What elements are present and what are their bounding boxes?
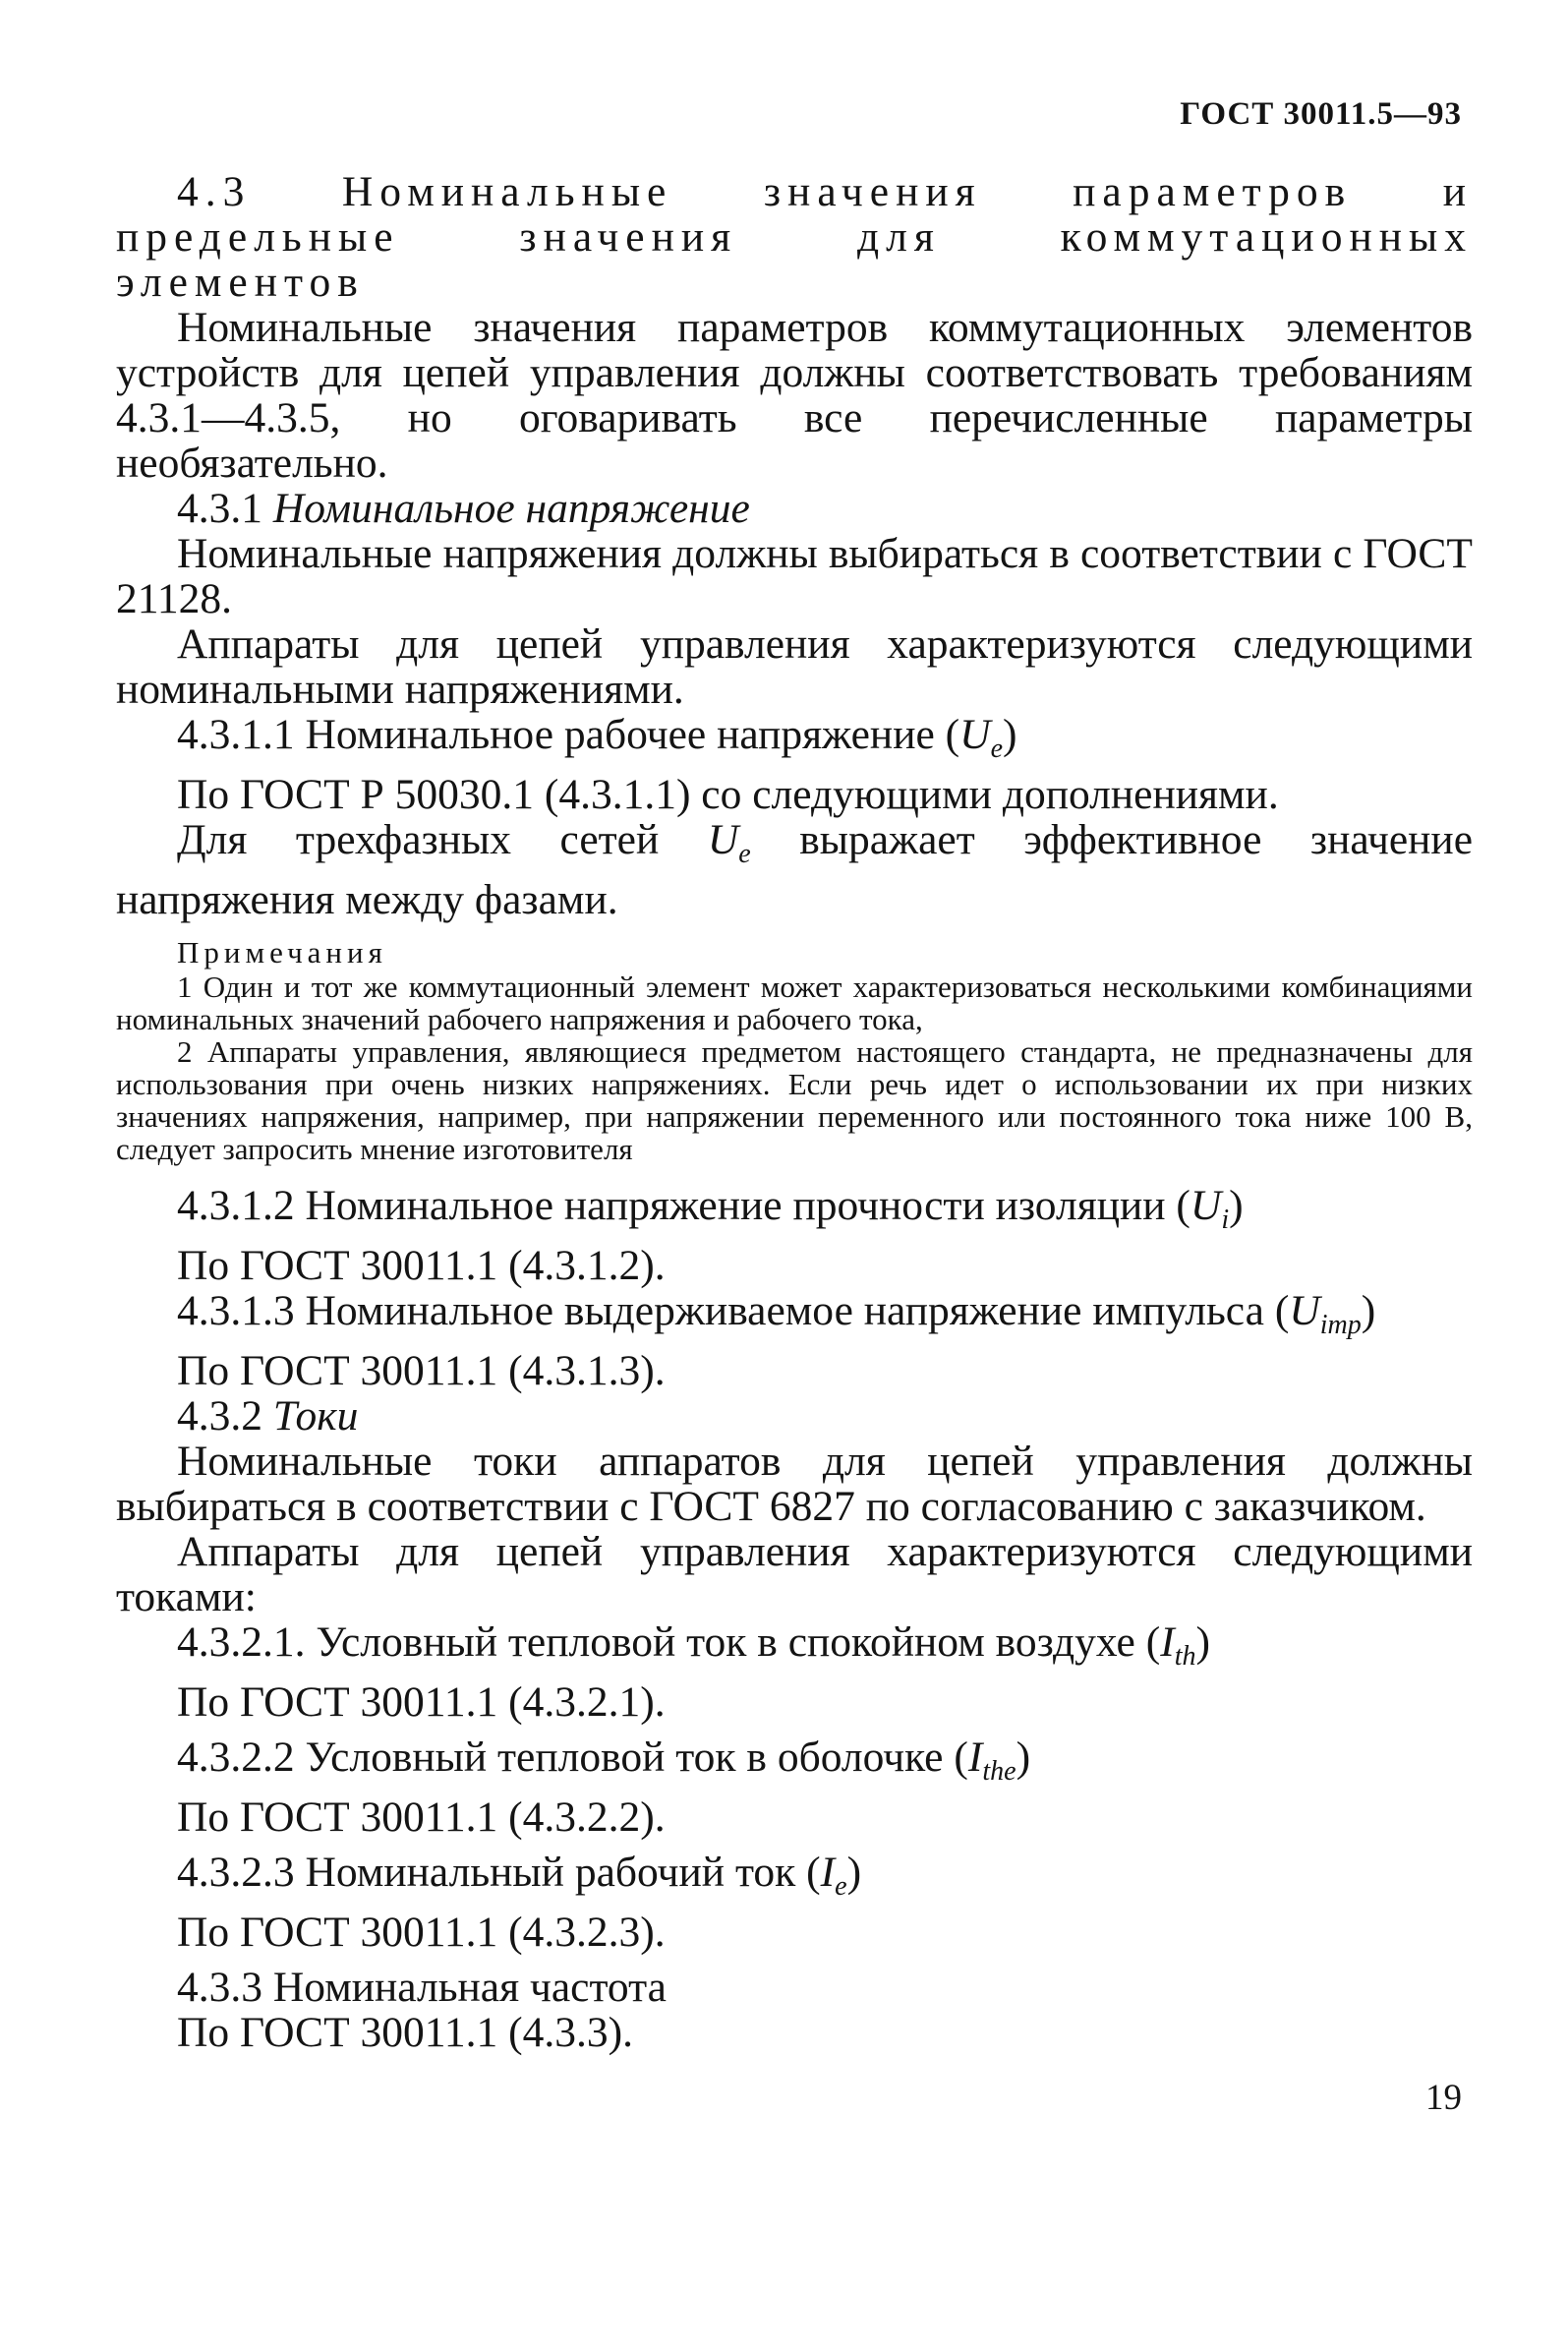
notes-heading: Примечания [177, 935, 387, 970]
section-title: Номинальное напряжение [272, 485, 750, 532]
paragraph: По ГОСТ Р 50030.1 (4.3.1.1) со следующими дополнениями. [177, 771, 1279, 818]
page-number: 19 [1425, 2078, 1462, 2118]
symbol: U [707, 816, 739, 863]
page-content [116, 169, 1473, 2055]
section-4-3-1-heading [116, 486, 1473, 531]
symbol-close: ) [1016, 1734, 1031, 1781]
symbol-subscript: i [1221, 1205, 1230, 1235]
symbol-subscript: the [982, 1756, 1016, 1787]
symbol: U [1289, 1287, 1320, 1334]
section-4-3-2-heading [116, 1393, 1473, 1439]
section-title: 4.3.2.3 Номинальный рабочий ток ( [177, 1849, 821, 1896]
section-number: 4.3.2 [177, 1392, 262, 1440]
reference: По ГОСТ 30011.1 (4.3.2.2). [177, 1793, 666, 1841]
notes-block [116, 936, 1473, 1165]
text-part: выражает эффективное значение напряжения между фазами. [116, 816, 1474, 923]
symbol-close: ) [1229, 1182, 1244, 1229]
symbol-close: ) [1003, 711, 1017, 758]
note-2: 2 Аппараты управления, являющиеся предметом настоящего стандарта, не предназначены для использования при очень низких напряжениях. Если речь идет о использовании их при низких значениях напряжения, например, при напряжении переменного или постоянного тока ниже 100 В, следует запросить мнение изготовителя [116, 1034, 1473, 1166]
section-title: 4.3.2.2 Условный тепловой ток в оболочке ( [177, 1734, 968, 1781]
section-4-3-3-heading: 4.3.3 Номинальная частота [177, 1964, 667, 2011]
section-4-3-intro: Номинальные значения параметров коммутационных элементов устройств для цепей управления должны соответствовать требованиям 4.3.1—4.3.5, но оговаривать все перечисленные параметры необязательно. [116, 304, 1473, 487]
section-4-3-1-1-heading [116, 712, 1473, 772]
symbol-subscript: th [1174, 1641, 1196, 1672]
section-4-3-title: 4.3 Номинальные значения параметров и предельные значения для коммутационных элементов [116, 168, 1473, 306]
symbol: I [820, 1849, 836, 1896]
text-part: Для трехфазных сетей [177, 816, 660, 863]
symbol: U [1190, 1182, 1222, 1229]
section-4-3-1-2-heading [116, 1183, 1473, 1243]
document-code-header: ГОСТ 30011.5—93 [1180, 96, 1462, 132]
section-4-3-1-3-heading [116, 1288, 1473, 1348]
section-title: 4.3.2.1. Условный тепловой ток в спокойном воздухе ( [177, 1618, 1161, 1666]
symbol-subscript: e [738, 839, 751, 869]
symbol-subscript: e [990, 734, 1004, 764]
section-4-3-2-2-heading [116, 1734, 1473, 1794]
symbol: I [967, 1734, 983, 1781]
reference: По ГОСТ 30011.1 (4.3.1.2). [177, 1242, 666, 1289]
section-title: Токи [272, 1392, 359, 1440]
section-number: 4.3.1 [177, 485, 262, 532]
symbol-subscript: e [835, 1871, 847, 1902]
paragraph: Номинальные токи аппаратов для цепей управления должны выбираться в соответствии с ГОСТ 6827 по согласованию с заказчиком. [116, 1438, 1473, 1530]
section-title: 4.3.1.2 Номинальное напряжение прочности изоляции ( [177, 1182, 1191, 1229]
symbol-close: ) [1361, 1287, 1376, 1334]
note-1: 1 Один и тот же коммутационный элемент может характеризоваться несколькими комбинациями номинальных значений рабочего напряжения и рабочего тока, [116, 970, 1473, 1036]
reference: По ГОСТ 30011.1 (4.3.2.1). [177, 1678, 666, 1726]
section-title: 4.3.1.1 Номинальное рабочее напряжение ( [177, 711, 960, 758]
symbol: U [959, 711, 991, 758]
paragraph: Аппараты для цепей управления характеризуются следующими номинальными напряжениями. [116, 620, 1473, 713]
section-4-3-2-1-heading [116, 1619, 1473, 1679]
paragraph: Аппараты для цепей управления характеризуются следующими токами: [116, 1528, 1473, 1620]
symbol-subscript: imp [1319, 1310, 1362, 1340]
reference: По ГОСТ 30011.1 (4.3.2.3). [177, 1909, 666, 1956]
paragraph [116, 817, 1473, 922]
symbol-close: ) [1195, 1618, 1211, 1666]
reference: По ГОСТ 30011.1 (4.3.1.3). [177, 1347, 666, 1394]
symbol-close: ) [846, 1849, 862, 1896]
reference: По ГОСТ 30011.1 (4.3.3). [177, 2009, 633, 2056]
paragraph: Номинальные напряжения должны выбираться в соответствии с ГОСТ 21128. [116, 530, 1473, 622]
symbol: I [1160, 1618, 1175, 1666]
section-4-3-2-3-heading [116, 1850, 1473, 1910]
section-title: 4.3.1.3 Номинальное выдерживаемое напряжение импульса ( [177, 1287, 1290, 1334]
